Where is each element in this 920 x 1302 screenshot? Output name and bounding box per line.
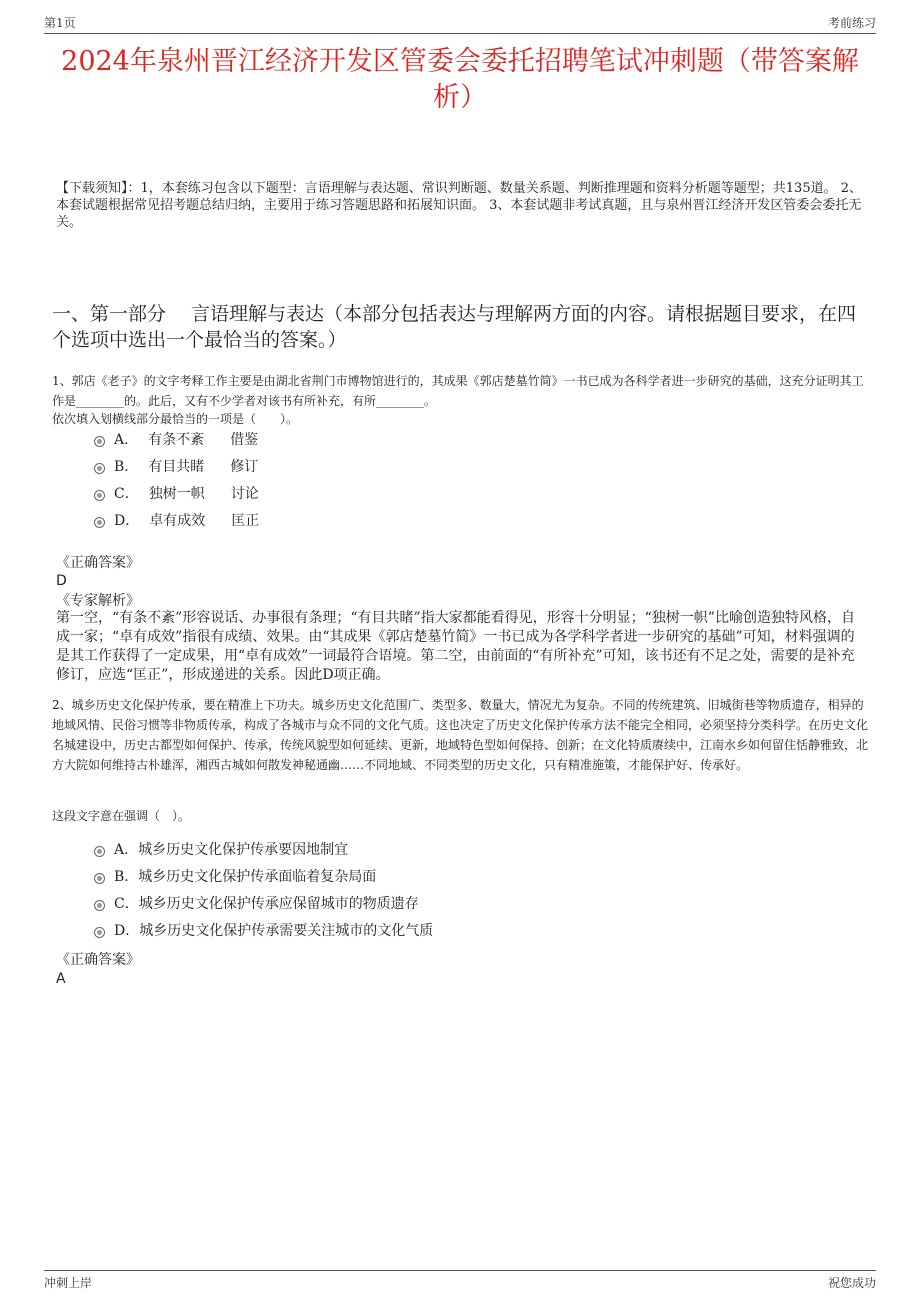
header-divider bbox=[44, 33, 876, 34]
radio-icon[interactable] bbox=[94, 927, 105, 938]
option-word-2: 匡正 bbox=[231, 513, 260, 529]
option-key: A． bbox=[114, 842, 139, 858]
answer-label: 《正确答案》 bbox=[56, 555, 140, 571]
footer-right-text: 祝您成功 bbox=[827, 1276, 876, 1290]
option-word-2: 借鉴 bbox=[230, 432, 259, 448]
question-2-options bbox=[92, 837, 860, 945]
option-key: C． bbox=[114, 896, 139, 912]
question-1-prompt: 依次填入划横线部分最恰当的一项是（ ）。 bbox=[52, 412, 299, 426]
footer-divider bbox=[44, 1270, 876, 1271]
option-word-1: 有条不紊 bbox=[148, 432, 205, 448]
radio-icon[interactable] bbox=[94, 873, 105, 884]
radio-icon[interactable] bbox=[94, 517, 105, 528]
correct-answer: D bbox=[56, 573, 67, 589]
option-key: D． bbox=[114, 923, 140, 939]
option-key: B． bbox=[114, 459, 139, 475]
option-a[interactable] bbox=[92, 837, 860, 864]
option-b[interactable] bbox=[92, 864, 860, 891]
footer-left-text: 冲刺上岸 bbox=[44, 1276, 93, 1290]
option-text: 城乡历史文化保护传承面临着复杂局面 bbox=[138, 869, 377, 885]
option-key: D． bbox=[114, 513, 140, 529]
option-text: 城乡历史文化保护传承应保留城市的物质遗存 bbox=[138, 896, 419, 912]
option-c[interactable] bbox=[92, 891, 860, 918]
option-text: 城乡历史文化保护传承要因地制宜 bbox=[138, 842, 349, 858]
option-key: B． bbox=[114, 869, 139, 885]
page-footer bbox=[44, 1274, 876, 1292]
page-number: 第1页 bbox=[44, 16, 76, 30]
option-text: 城乡历史文化保护传承需要关注城市的文化气质 bbox=[139, 923, 434, 939]
page-header bbox=[44, 14, 876, 32]
radio-icon[interactable] bbox=[94, 463, 105, 474]
option-b[interactable] bbox=[92, 454, 860, 481]
section-heading: 一、第一部分 言语理解与表达（本部分包括表达与理解两方面的内容。请根据题目要求，在四个选项中选出一个最恰当的答案。） bbox=[52, 303, 857, 351]
option-d[interactable] bbox=[92, 918, 860, 945]
document-title: 2024年泉州晋江经济开发区管委会委托招聘笔试冲刺题（带答案解析） bbox=[61, 46, 859, 113]
expert-analysis: 第一空，“有条不紊”形容说话、办事很有条理；“有目共睹”指大家都能看得见，形容十分明显；“独树一帜”比喻创造独特风格，自成一家；“卓有成效”指很有成绩、效果。由“其成果《郭店楚墓竹简》一书已成为各学科学者进一步研究的基础”可知，材料强调的是其工作获得了一定成果，用“卓有成效”一词最符合语境。第二空，由前面的“有所补充”可知，该书还有不足之处，需要的是补充修订，应选“匡正”，形成递进的关系。因此D项正确。 bbox=[56, 610, 855, 683]
download-notice: 【下载须知】：1，本套练习包含以下题型：言语理解与表达题、常识判断题、数量关系题、判断推理题和资料分析题等题型；共135道。 2、本套试题根据常见招考题总结归纳，主要用于练习答题思路和拓展知识面。 3、本套试题非考试真题，且与泉州晋江经济开发区管委会委托无关。 bbox=[56, 181, 862, 230]
question-2-prompt: 这段文字意在强调（ ）。 bbox=[52, 809, 191, 823]
header-tag: 考前练习 bbox=[827, 16, 876, 30]
option-c[interactable] bbox=[92, 481, 860, 508]
option-word-2: 讨论 bbox=[230, 486, 259, 502]
option-word-1: 卓有成效 bbox=[149, 513, 206, 529]
radio-icon[interactable] bbox=[94, 436, 105, 447]
question-1-options bbox=[92, 427, 860, 535]
radio-icon[interactable] bbox=[94, 846, 105, 857]
radio-icon[interactable] bbox=[94, 490, 105, 501]
option-a[interactable] bbox=[92, 427, 860, 454]
option-word-1: 有目共睹 bbox=[148, 459, 205, 475]
option-word-2: 修订 bbox=[230, 459, 259, 475]
question-1-stem: 1、郭店《老子》的文字考释工作主要是由湖北省荆门市博物馆进行的，其成果《郭店楚墓竹简》一书已成为各科学者进一步研究的基础，这充分证明其工作是________的。此后，又有不少学者对该书有所补充，有所________。 bbox=[52, 374, 864, 408]
answer-label: 《正确答案》 bbox=[56, 952, 140, 968]
option-key: C． bbox=[114, 486, 139, 502]
question-2-stem: 2、城乡历史文化保护传承，要在精准上下功夫。城乡历史文化范围广、类型多、数量大，情况尤为复杂。不同的传统建筑、旧城街巷等物质遗存，相异的地域风情、民俗习惯等非物质传承，构成了各城市与众不同的文化气质。这也决定了历史文化保护传承方法不能完全相同，必须坚持分类科学。在历史文化名城建设中，历史古都型如何保护、传承，传统风貌型如何延续、更新，地域特色型如何保持、创新；在文化特质赓续中，江南水乡如何留住恬静雅致，北方大院如何维持古朴雄浑，湘西古城如何散发神秘通幽……不同地域、不同类型的历史文化，只有精准施策，才能保护好、传承好。 bbox=[52, 698, 869, 772]
radio-icon[interactable] bbox=[94, 900, 105, 911]
correct-answer: A bbox=[56, 971, 66, 987]
option-d[interactable] bbox=[92, 508, 860, 535]
option-key: A． bbox=[114, 432, 139, 448]
analysis-label: 《专家解析》 bbox=[56, 593, 140, 609]
option-word-1: 独树一帜 bbox=[148, 486, 205, 502]
